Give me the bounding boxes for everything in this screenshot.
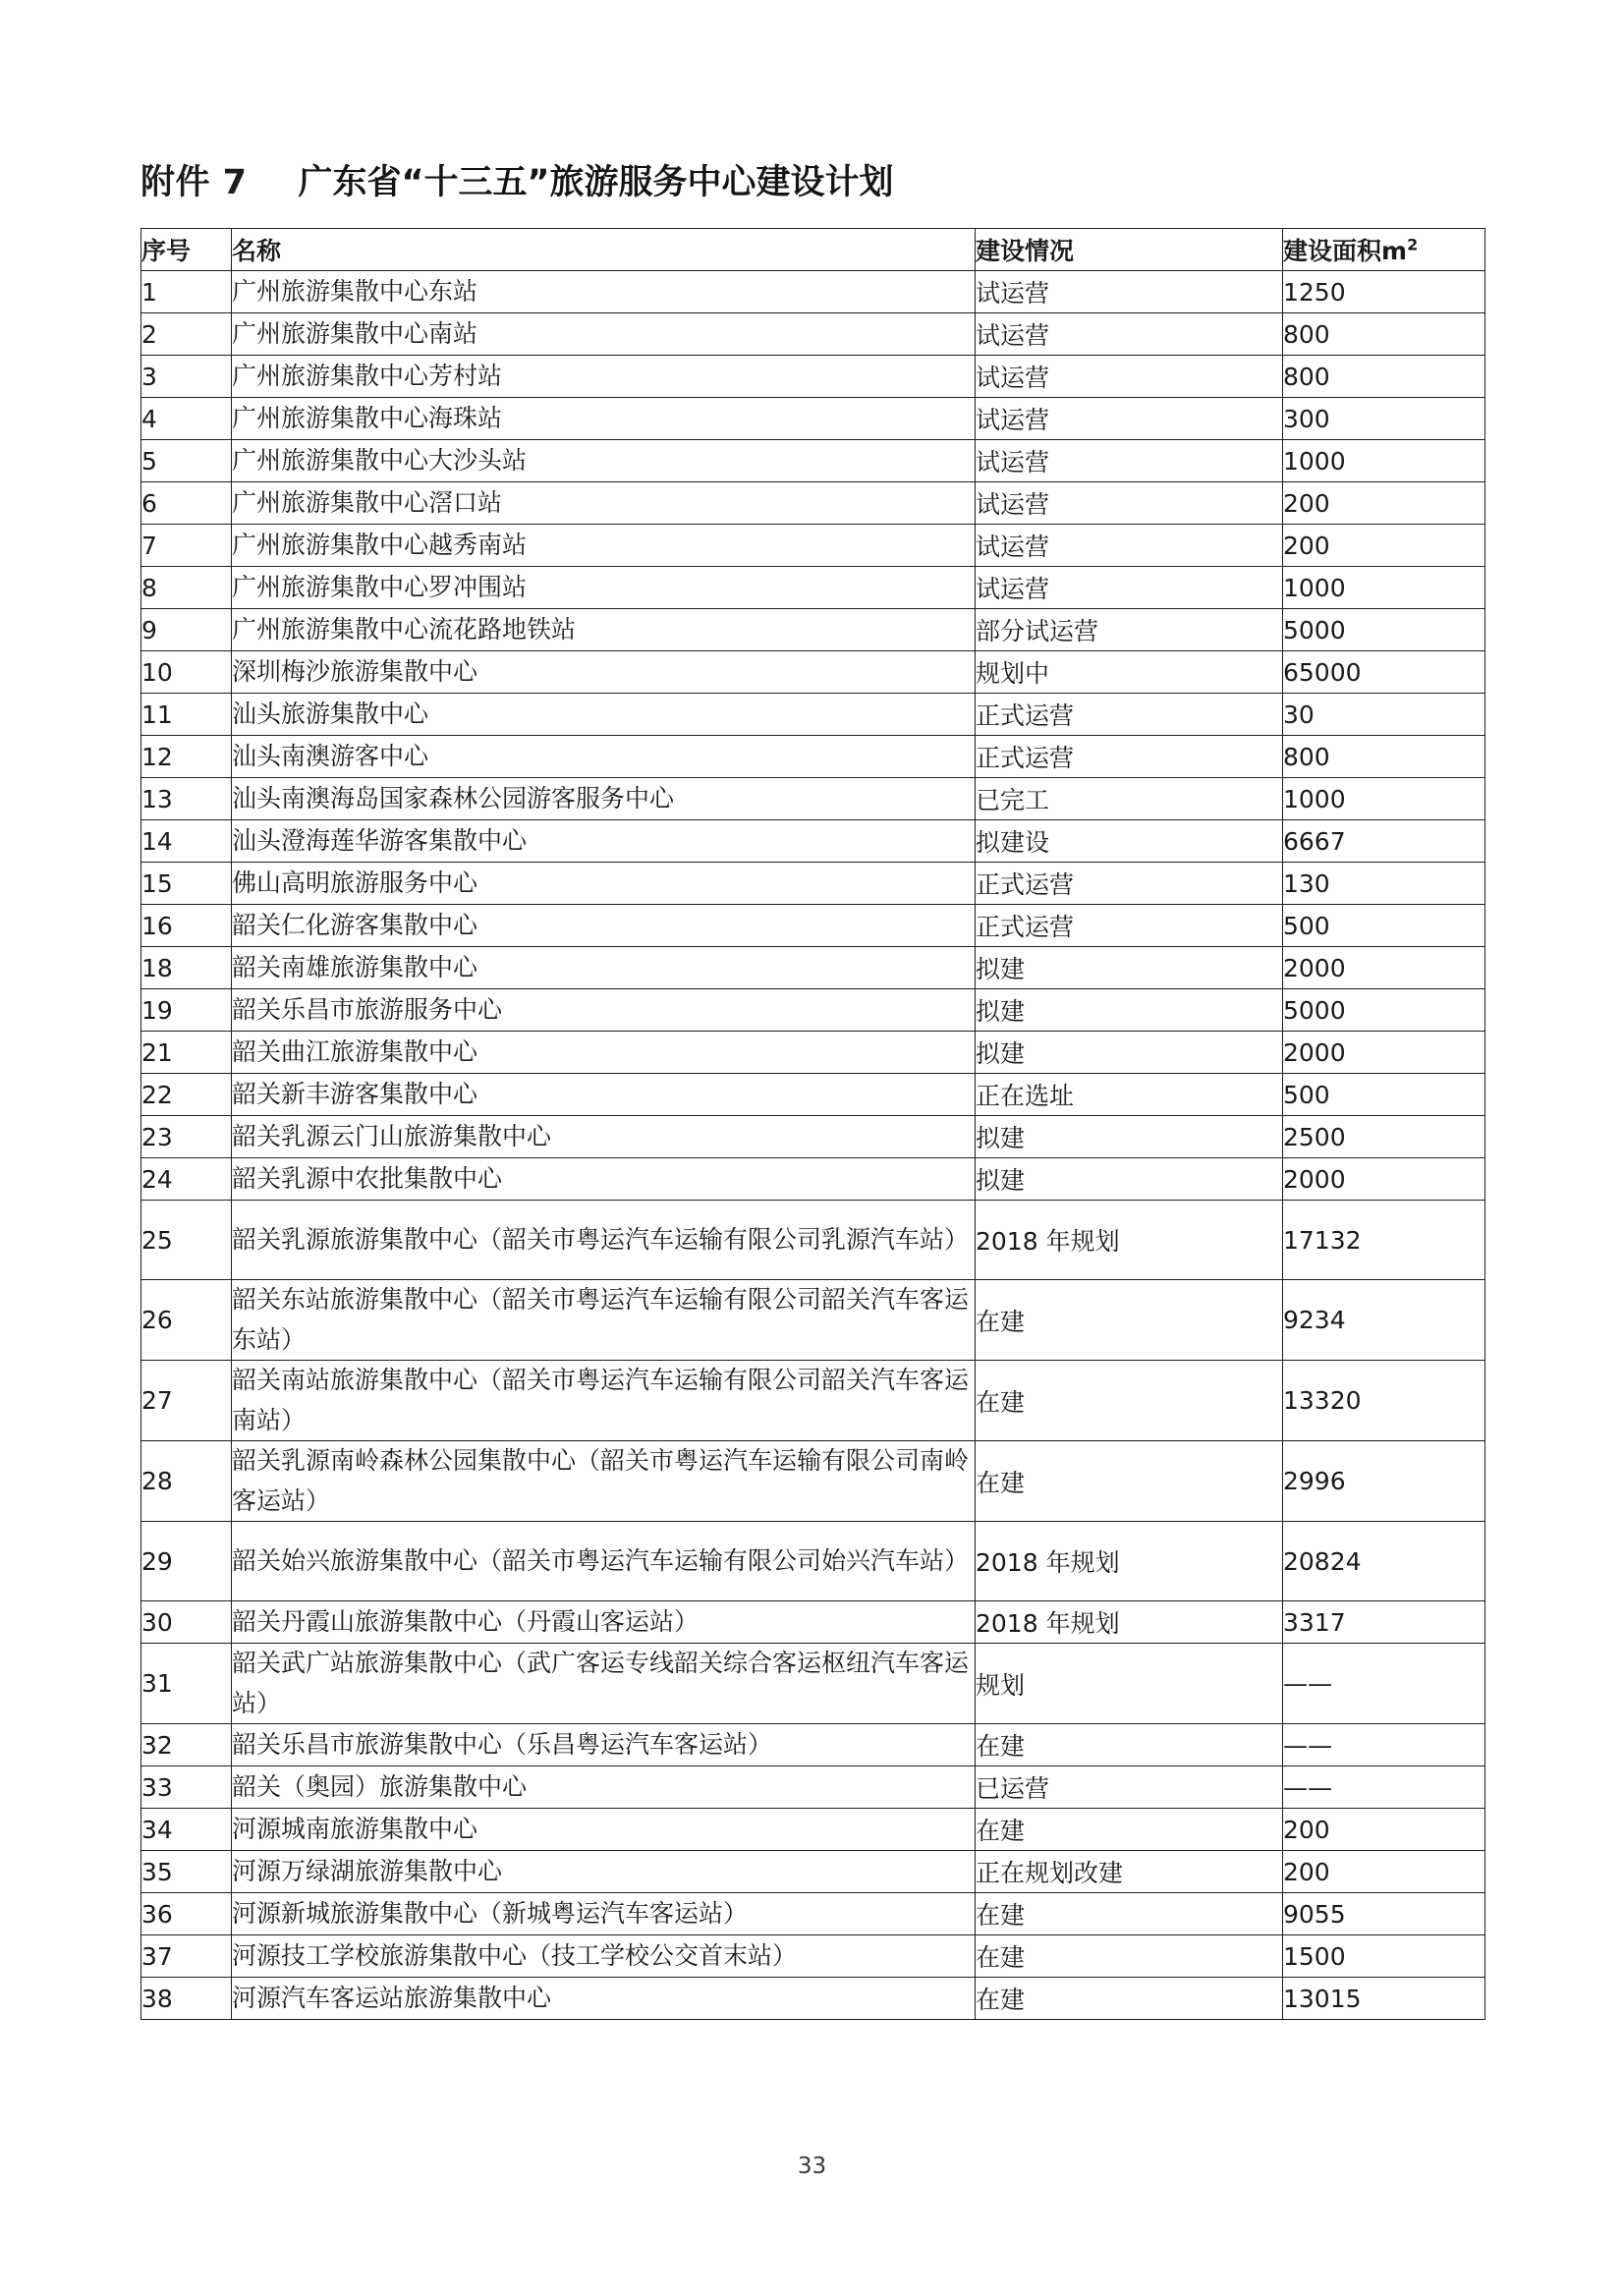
column-header-area-text: 建设面积m [1283, 237, 1408, 265]
cell-facility-name: 河源新城旅游集散中心（新城粤运汽车客运站） [232, 1893, 976, 1935]
cell-construction-area: —— [1283, 1766, 1485, 1809]
table-row [141, 482, 1485, 525]
cell-sequence-number: 9 [141, 609, 232, 651]
column-header-name: 名称 [232, 229, 976, 271]
cell-facility-name: 深圳梅沙旅游集散中心 [232, 651, 976, 694]
table-row [141, 609, 1485, 651]
cell-construction-area: 2000 [1283, 1158, 1485, 1201]
table-header-row [141, 229, 1485, 271]
table-row [141, 989, 1485, 1032]
table-row [141, 398, 1485, 440]
table-row [141, 905, 1485, 947]
cell-construction-area: 200 [1283, 1851, 1485, 1893]
cell-construction-status: 试运营 [976, 398, 1283, 440]
table-row [141, 1978, 1485, 2020]
construction-plan-table [140, 228, 1485, 2020]
cell-construction-area: 65000 [1283, 651, 1485, 694]
cell-sequence-number: 25 [141, 1201, 232, 1280]
table-row [141, 651, 1485, 694]
cell-construction-area: 5000 [1283, 609, 1485, 651]
cell-sequence-number: 36 [141, 1893, 232, 1935]
cell-sequence-number: 32 [141, 1724, 232, 1766]
cell-sequence-number: 30 [141, 1601, 232, 1644]
table-row [141, 1158, 1485, 1201]
cell-sequence-number: 14 [141, 820, 232, 863]
cell-sequence-number: 10 [141, 651, 232, 694]
cell-construction-status: 拟建 [976, 1158, 1283, 1201]
cell-facility-name: 广州旅游集散中心越秀南站 [232, 525, 976, 567]
cell-construction-status: 2018 年规划 [976, 1522, 1283, 1601]
cell-sequence-number: 3 [141, 356, 232, 398]
table-row [141, 1074, 1485, 1116]
cell-facility-name: 韶关丹霞山旅游集散中心（丹霞山客运站） [232, 1601, 976, 1644]
cell-construction-area: 9055 [1283, 1893, 1485, 1935]
cell-construction-area: 30 [1283, 694, 1485, 736]
table-row [141, 567, 1485, 609]
cell-construction-area: 1250 [1283, 271, 1485, 313]
cell-facility-name: 河源汽车客运站旅游集散中心 [232, 1978, 976, 2020]
cell-construction-status: 正式运营 [976, 694, 1283, 736]
cell-construction-area: 800 [1283, 736, 1485, 778]
cell-construction-status: 正在选址 [976, 1074, 1283, 1116]
table-row [141, 525, 1485, 567]
table-row [141, 947, 1485, 989]
cell-sequence-number: 27 [141, 1361, 232, 1441]
cell-sequence-number: 34 [141, 1809, 232, 1851]
cell-facility-name: 韶关曲江旅游集散中心 [232, 1032, 976, 1074]
cell-facility-name: 韶关新丰游客集散中心 [232, 1074, 976, 1116]
cell-construction-area: 13320 [1283, 1361, 1485, 1441]
cell-construction-area: 17132 [1283, 1201, 1485, 1280]
cell-facility-name: 汕头南澳游客中心 [232, 736, 976, 778]
cell-sequence-number: 21 [141, 1032, 232, 1074]
cell-facility-name: 河源技工学校旅游集散中心（技工学校公交首末站） [232, 1935, 976, 1978]
table-row [141, 1724, 1485, 1766]
cell-construction-status: 拟建 [976, 947, 1283, 989]
cell-facility-name: 汕头澄海莲华游客集散中心 [232, 820, 976, 863]
cell-facility-name: 韶关仁化游客集散中心 [232, 905, 976, 947]
cell-construction-status: 试运营 [976, 440, 1283, 482]
cell-sequence-number: 37 [141, 1935, 232, 1978]
cell-facility-name: 广州旅游集散中心罗冲围站 [232, 567, 976, 609]
title-main: 广东省“十三五”旅游服务中心建设计划 [298, 163, 894, 202]
cell-construction-status: 试运营 [976, 482, 1283, 525]
cell-construction-status: 在建 [976, 1724, 1283, 1766]
cell-sequence-number: 38 [141, 1978, 232, 2020]
cell-construction-status: 2018 年规划 [976, 1601, 1283, 1644]
cell-facility-name: 汕头南澳海岛国家森林公园游客服务中心 [232, 778, 976, 820]
cell-construction-status: 在建 [976, 1978, 1283, 2020]
cell-sequence-number: 4 [141, 398, 232, 440]
cell-construction-status: 拟建 [976, 989, 1283, 1032]
cell-construction-status: 已完工 [976, 778, 1283, 820]
cell-construction-status: 拟建 [976, 1116, 1283, 1158]
cell-construction-area: 500 [1283, 905, 1485, 947]
cell-sequence-number: 15 [141, 863, 232, 905]
column-header-status: 建设情况 [976, 229, 1283, 271]
cell-sequence-number: 1 [141, 271, 232, 313]
table-row [141, 1851, 1485, 1893]
cell-construction-status: 已运营 [976, 1766, 1283, 1809]
cell-construction-area: 2996 [1283, 1441, 1485, 1522]
cell-facility-name: 韶关乳源旅游集散中心（韶关市粤运汽车运输有限公司乳源汽车站） [232, 1201, 976, 1280]
cell-construction-status: 试运营 [976, 271, 1283, 313]
cell-construction-area: 1000 [1283, 440, 1485, 482]
table-row [141, 1280, 1485, 1361]
cell-construction-area: 2000 [1283, 947, 1485, 989]
cell-construction-status: 在建 [976, 1935, 1283, 1978]
cell-sequence-number: 29 [141, 1522, 232, 1601]
cell-construction-status: 试运营 [976, 356, 1283, 398]
table-row [141, 440, 1485, 482]
cell-facility-name: 广州旅游集散中心大沙头站 [232, 440, 976, 482]
table-row [141, 1893, 1485, 1935]
cell-construction-status: 试运营 [976, 525, 1283, 567]
cell-construction-area: 3317 [1283, 1601, 1485, 1644]
cell-sequence-number: 19 [141, 989, 232, 1032]
table-row [141, 1201, 1485, 1280]
cell-sequence-number: 7 [141, 525, 232, 567]
cell-construction-area: 20824 [1283, 1522, 1485, 1601]
cell-construction-area: 200 [1283, 1809, 1485, 1851]
cell-sequence-number: 5 [141, 440, 232, 482]
cell-facility-name: 韶关乳源中农批集散中心 [232, 1158, 976, 1201]
cell-construction-area: —— [1283, 1724, 1485, 1766]
cell-facility-name: 韶关乐昌市旅游集散中心（乐昌粤运汽车客运站） [232, 1724, 976, 1766]
cell-construction-status: 规划中 [976, 651, 1283, 694]
cell-construction-area: 2000 [1283, 1032, 1485, 1074]
cell-facility-name: 韶关始兴旅游集散中心（韶关市粤运汽车运输有限公司始兴汽车站） [232, 1522, 976, 1601]
cell-construction-area: 200 [1283, 525, 1485, 567]
table-row [141, 356, 1485, 398]
cell-sequence-number: 18 [141, 947, 232, 989]
cell-construction-status: 在建 [976, 1893, 1283, 1935]
cell-construction-status: 正式运营 [976, 905, 1283, 947]
cell-sequence-number: 26 [141, 1280, 232, 1361]
cell-construction-status: 部分试运营 [976, 609, 1283, 651]
cell-sequence-number: 28 [141, 1441, 232, 1522]
table-row [141, 1766, 1485, 1809]
cell-construction-status: 2018 年规划 [976, 1201, 1283, 1280]
cell-construction-area: 300 [1283, 398, 1485, 440]
cell-facility-name: 广州旅游集散中心流花路地铁站 [232, 609, 976, 651]
cell-construction-status: 在建 [976, 1280, 1283, 1361]
cell-construction-status: 正在规划改建 [976, 1851, 1283, 1893]
cell-construction-area: 13015 [1283, 1978, 1485, 2020]
cell-sequence-number: 33 [141, 1766, 232, 1809]
table-row [141, 1441, 1485, 1522]
table-row [141, 694, 1485, 736]
cell-construction-area: —— [1283, 1644, 1485, 1724]
cell-facility-name: 汕头旅游集散中心 [232, 694, 976, 736]
cell-facility-name: 佛山高明旅游服务中心 [232, 863, 976, 905]
title-prefix: 附件 7 [140, 163, 248, 202]
cell-sequence-number: 12 [141, 736, 232, 778]
cell-sequence-number: 8 [141, 567, 232, 609]
cell-construction-status: 拟建设 [976, 820, 1283, 863]
cell-sequence-number: 13 [141, 778, 232, 820]
cell-construction-area: 5000 [1283, 989, 1485, 1032]
table-row [141, 1116, 1485, 1158]
cell-construction-status: 在建 [976, 1361, 1283, 1441]
table-row [141, 1644, 1485, 1724]
cell-construction-area: 9234 [1283, 1280, 1485, 1361]
cell-facility-name: 广州旅游集散中心东站 [232, 271, 976, 313]
table-row [141, 1361, 1485, 1441]
cell-construction-area: 1000 [1283, 778, 1485, 820]
cell-construction-status: 试运营 [976, 567, 1283, 609]
cell-construction-area: 130 [1283, 863, 1485, 905]
cell-construction-status: 正式运营 [976, 863, 1283, 905]
cell-facility-name: 韶关（奥园）旅游集散中心 [232, 1766, 976, 1809]
cell-construction-area: 1000 [1283, 567, 1485, 609]
table-row [141, 1809, 1485, 1851]
table-row [141, 1601, 1485, 1644]
cell-sequence-number: 22 [141, 1074, 232, 1116]
page-number: 33 [797, 2154, 827, 2179]
table-row [141, 313, 1485, 356]
column-header-area [1283, 229, 1485, 271]
cell-sequence-number: 11 [141, 694, 232, 736]
cell-construction-area: 2500 [1283, 1116, 1485, 1158]
cell-construction-area: 500 [1283, 1074, 1485, 1116]
cell-sequence-number: 23 [141, 1116, 232, 1158]
cell-facility-name: 韶关东站旅游集散中心（韶关市粤运汽车运输有限公司韶关汽车客运东站） [232, 1280, 976, 1361]
cell-construction-status: 在建 [976, 1809, 1283, 1851]
cell-facility-name: 韶关乐昌市旅游服务中心 [232, 989, 976, 1032]
table-row [141, 271, 1485, 313]
cell-facility-name: 广州旅游集散中心南站 [232, 313, 976, 356]
cell-facility-name: 广州旅游集散中心芳村站 [232, 356, 976, 398]
cell-facility-name: 韶关武广站旅游集散中心（武广客运专线韶关综合客运枢纽汽车客运站） [232, 1644, 976, 1724]
table-row [141, 778, 1485, 820]
table-row [141, 820, 1485, 863]
cell-construction-status: 试运营 [976, 313, 1283, 356]
cell-sequence-number: 35 [141, 1851, 232, 1893]
table-row [141, 1522, 1485, 1601]
cell-construction-status: 规划 [976, 1644, 1283, 1724]
cell-facility-name: 韶关南雄旅游集散中心 [232, 947, 976, 989]
cell-sequence-number: 6 [141, 482, 232, 525]
cell-facility-name: 河源万绿湖旅游集散中心 [232, 1851, 976, 1893]
table-body [141, 271, 1485, 2020]
cell-construction-area: 6667 [1283, 820, 1485, 863]
cell-facility-name: 广州旅游集散中心滘口站 [232, 482, 976, 525]
table-row [141, 1935, 1485, 1978]
column-header-no: 序号 [141, 229, 232, 271]
cell-facility-name: 韶关乳源南岭森林公园集散中心（韶关市粤运汽车运输有限公司南岭客运站） [232, 1441, 976, 1522]
table-header [141, 229, 1485, 271]
table-row [141, 863, 1485, 905]
table-row [141, 736, 1485, 778]
cell-sequence-number: 2 [141, 313, 232, 356]
cell-construction-status: 在建 [976, 1441, 1283, 1522]
cell-construction-area: 1500 [1283, 1935, 1485, 1978]
cell-facility-name: 广州旅游集散中心海珠站 [232, 398, 976, 440]
table-row [141, 1032, 1485, 1074]
cell-facility-name: 韶关乳源云门山旅游集散中心 [232, 1116, 976, 1158]
page-title [140, 155, 1486, 204]
cell-facility-name: 河源城南旅游集散中心 [232, 1809, 976, 1851]
cell-sequence-number: 24 [141, 1158, 232, 1201]
cell-construction-area: 800 [1283, 356, 1485, 398]
cell-construction-status: 拟建 [976, 1032, 1283, 1074]
cell-sequence-number: 31 [141, 1644, 232, 1724]
cell-construction-area: 200 [1283, 482, 1485, 525]
cell-sequence-number: 16 [141, 905, 232, 947]
cell-construction-status: 正式运营 [976, 736, 1283, 778]
cell-facility-name: 韶关南站旅游集散中心（韶关市粤运汽车运输有限公司韶关汽车客运南站） [232, 1361, 976, 1441]
square-meter-superscript: 2 [1407, 235, 1419, 254]
cell-construction-area: 800 [1283, 313, 1485, 356]
